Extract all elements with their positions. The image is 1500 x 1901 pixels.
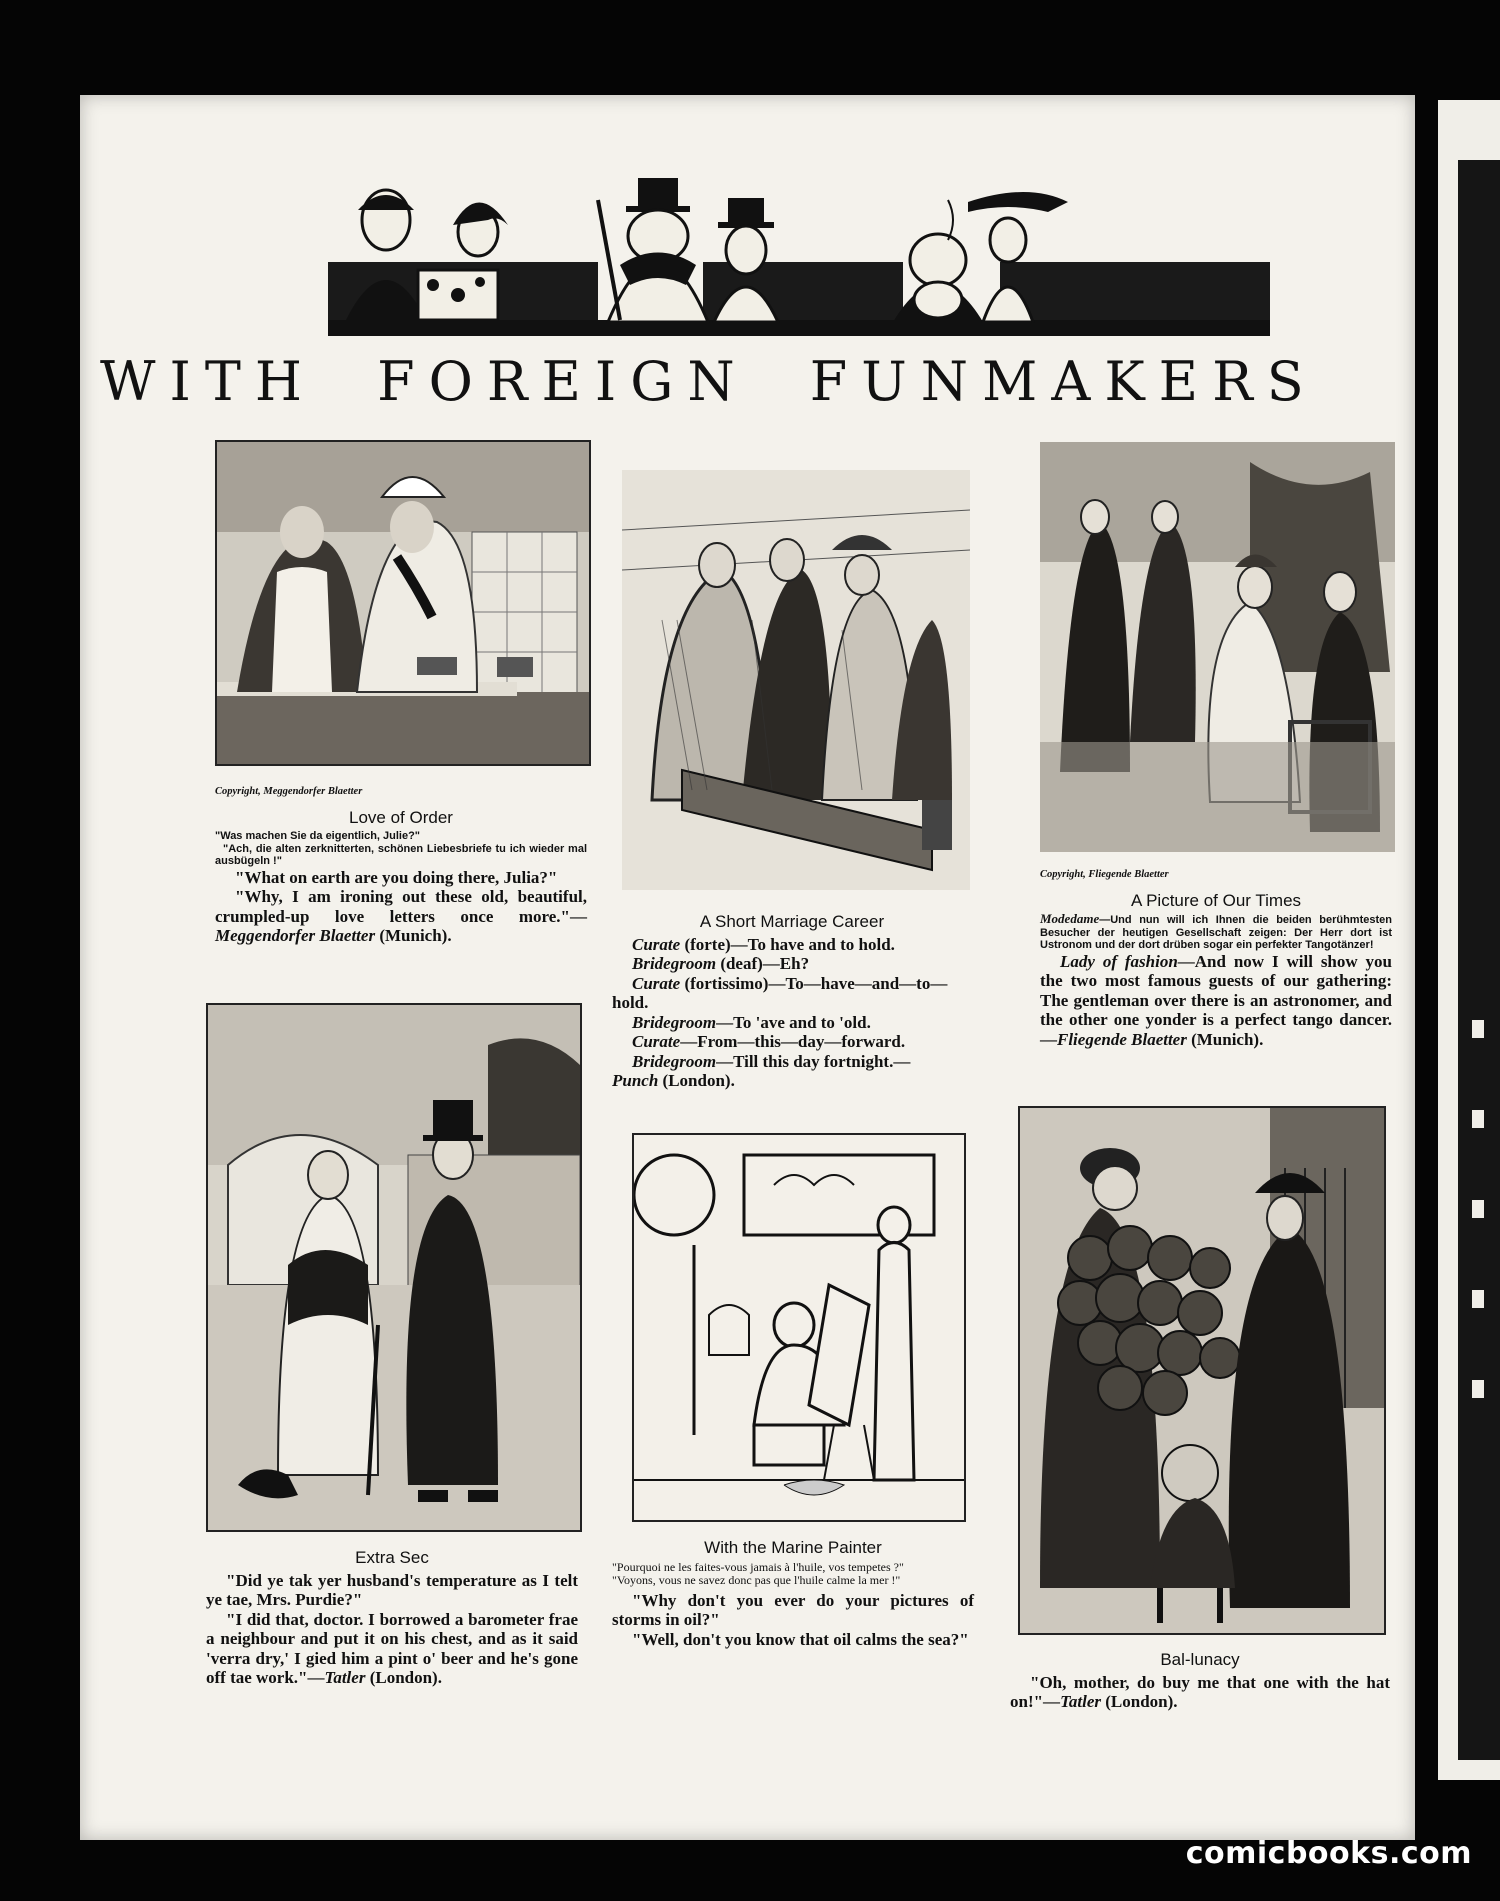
german-text-1: "Was machen Sie da eigentlich, Julie?": [215, 830, 421, 842]
adjacent-page-edge: [1438, 100, 1500, 1780]
dialogue-line: Curate—From—this—day—forward.: [632, 1032, 906, 1051]
english-text-1: "Why don't you ever do your pictures of storms in oil?": [612, 1590, 974, 1629]
german-text: Modedame—Und nun will ich Ihnen die beiden berühmtesten Besucher der heutigen Gesellschaft zeigen: Der Herr dort ist Ustronom und der dort drüben sogar ein perfekter Tangotänzer!: [1040, 911, 1392, 951]
dialogue-line: Curate (fortissimo)—To—have—and—to—hold.: [612, 973, 948, 1012]
header-illustration: [248, 170, 1278, 340]
extra-sec-caption: [206, 1546, 578, 1688]
dialogue-line: Curate (forte)—To have and to hold.: [632, 934, 895, 954]
marine-painter-illustration: [632, 1133, 966, 1522]
french-text-2: "Voyons, vous ne savez donc pas que l'huile calme la mer !": [612, 1572, 901, 1587]
english-text-2: "I did that, doctor. I borrowed a barometer frae a neighbour and put it on his chest, and as it said 'verra dry,' I gied him a pint o' beer and he's gone off tae work."—Tatler (London).: [206, 1609, 578, 1687]
marine-painter-caption: [612, 1536, 974, 1649]
cartoon-title: Love of Order: [349, 807, 453, 827]
picture-of-our-times-illustration: [1040, 442, 1395, 852]
cartoon-title: A Picture of Our Times: [1130, 890, 1302, 910]
english-text-2: "Why, I am ironing out these old, beautiful, crumpled-up love letters once more."—Meggendorfer Blaetter (Munich).: [215, 887, 587, 945]
picture-of-our-times-caption: [1040, 865, 1392, 1049]
site-watermark: comicbooks.com: [1185, 1836, 1472, 1871]
french-text-1: "Pourquoi ne les faites-vous jamais à l'huile, vos tempetes ?": [612, 1559, 904, 1574]
german-text-2: "Ach, die alten zerknitterten, schönen Liebesbriefe tu ich wieder mal ausbügeln !": [215, 842, 587, 867]
english-text: "Oh, mother, do buy me that one with the hat on!"—Tatler (London).: [1010, 1672, 1390, 1711]
cartoon-title: A Short Marriage Career: [699, 912, 885, 931]
dialogue-line: Bridegroom—Till this day fortnight.—: [632, 1051, 911, 1071]
english-text-1: "What on earth are you doing there, Julia?": [235, 867, 558, 887]
cartoon-title: Bal-lunacy: [1160, 1650, 1240, 1669]
extra-sec-illustration: [206, 1003, 582, 1532]
dialogue-line: Bridegroom—To 'ave and to 'old.: [632, 1012, 871, 1032]
cartoon-title: With the Marine Painter: [704, 1538, 882, 1557]
love-of-order-caption: [215, 782, 587, 946]
bal-lunacy-illustration: [1018, 1106, 1386, 1635]
page-title: WITH FOREIGN FUNMAKERS: [100, 350, 1318, 413]
english-text-2: "Well, don't you know that oil calms the sea?": [632, 1629, 969, 1649]
source-line: Punch (London).: [612, 1071, 735, 1090]
cartoon-title: Extra Sec: [355, 1548, 429, 1567]
short-marriage-career-caption: [612, 910, 972, 1091]
bal-lunacy-caption: [1010, 1648, 1390, 1712]
dialogue-line: Bridegroom (deaf)—Eh?: [632, 954, 810, 973]
love-of-order-illustration: [215, 440, 591, 766]
english-text: Lady of fashion—And now I will show you the two most famous guests of our gathering: The gentleman over there is an astronomer, and the other one yonder is a perfect tango dancer. —Fliegende Blaetter (Munich).: [1040, 951, 1393, 1049]
short-marriage-career-illustration: [622, 470, 970, 890]
copyright-note: Copyright, Meggendorfer Blaetter: [215, 786, 363, 797]
copyright-note: Copyright, Fliegende Blaetter: [1040, 869, 1169, 880]
english-text-1: "Did ye tak yer husband's temperature as I telt ye tae, Mrs. Purdie?": [206, 1570, 578, 1609]
